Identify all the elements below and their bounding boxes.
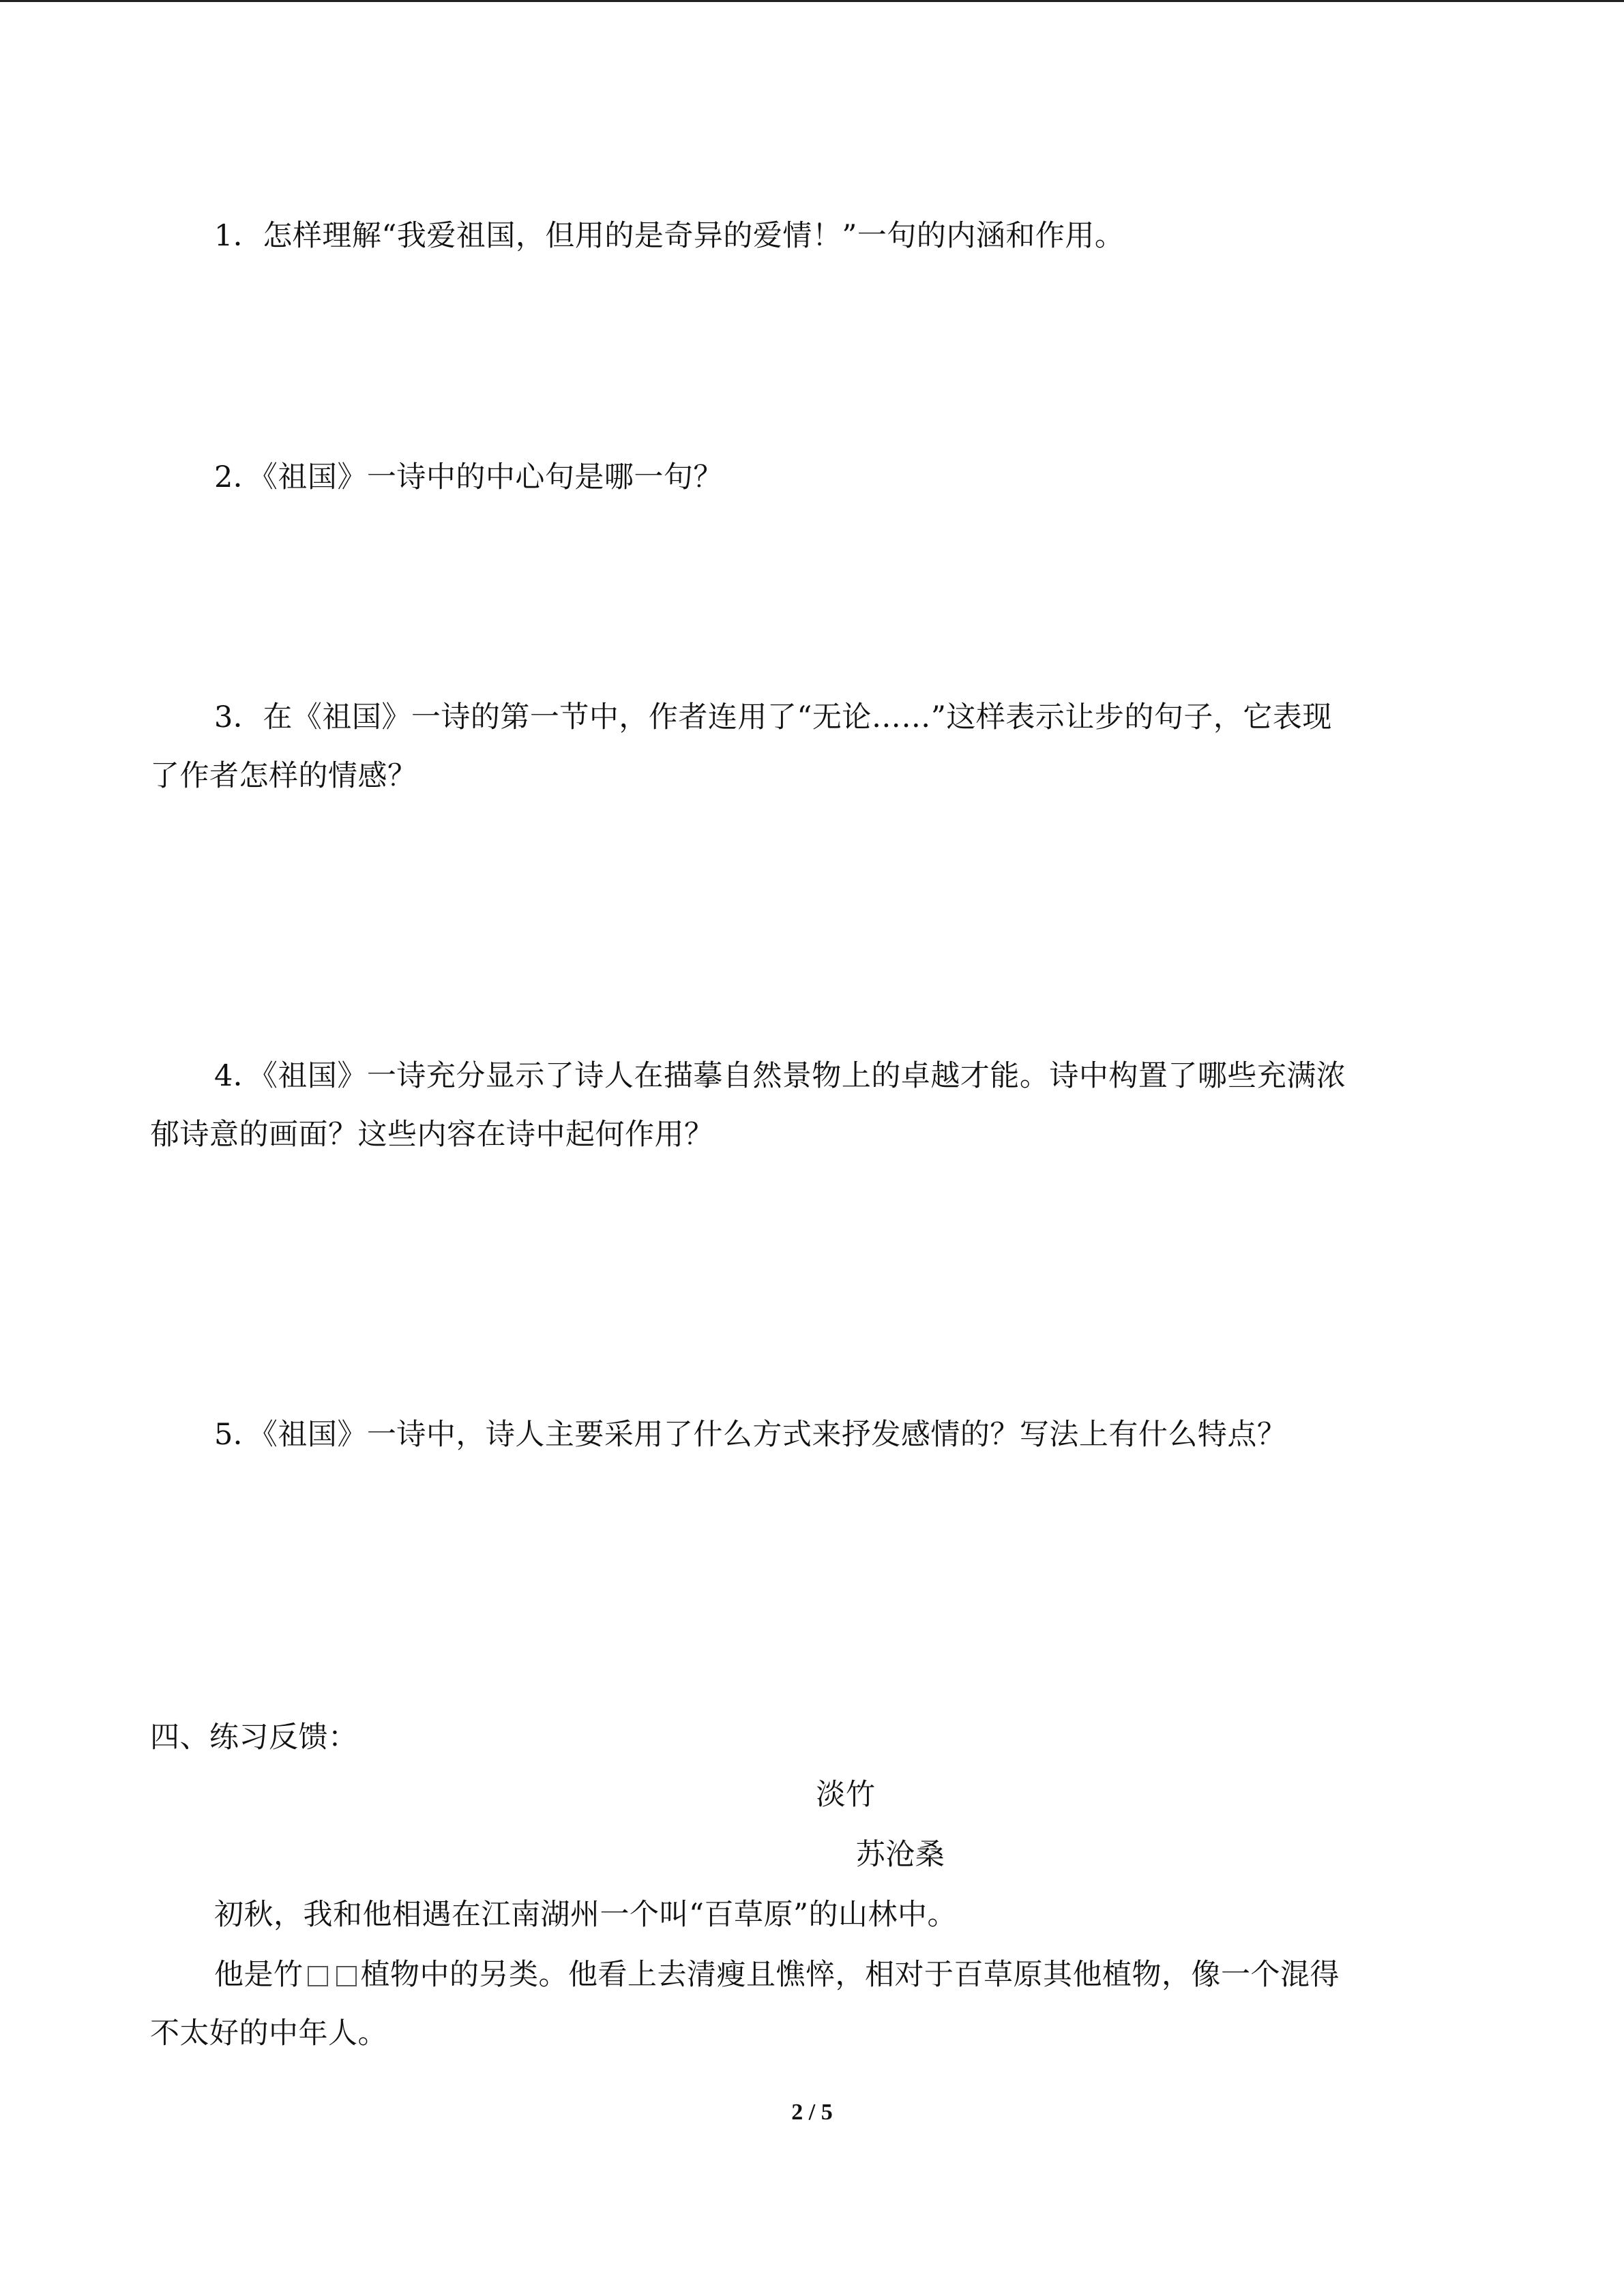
question-5: 5．《祖国》一诗中，诗人主要采用了什么方式来抒发感情的？写法上有什么特点？ xyxy=(214,1418,1287,1452)
question-4-line-1: 4．《祖国》一诗充分显示了诗人在描摹自然景物上的卓越才能。诗中构置了哪些充满浓 xyxy=(214,1059,1346,1093)
passage-paragraph-2-line-2: 不太好的中年人。 xyxy=(150,2016,387,2051)
question-3-line-1: 3．在《祖国》一诗的第一节中，作者连用了“无论……”这样表示让步的句子，它表现 xyxy=(214,700,1332,734)
paragraph-2-text-start: 他是竹 xyxy=(214,1958,304,1992)
paragraph-2-text-end: 植物中的另类。他看上去清瘦且憔悴，相对于百草原其他植物，像一个混得 xyxy=(360,1958,1340,1992)
question-4-line-2: 郁诗意的画面？这些内容在诗中起何作用？ xyxy=(150,1118,714,1152)
question-2: 2．《祖国》一诗中的中心句是哪一句？ xyxy=(214,460,723,494)
section-heading: 四、练习反馈： xyxy=(150,1720,358,1755)
question-3-line-2: 了作者怎样的情感？ xyxy=(150,759,417,793)
passage-paragraph-2-line-1 xyxy=(150,1956,1531,1994)
passage-author: 苏沧桑 xyxy=(855,1838,945,1872)
missing-glyph-box xyxy=(336,1966,357,1986)
missing-glyph-box xyxy=(308,1966,328,1986)
passage-paragraph-1: 初秋，我和他相遇在江南湖州一个叫“百草原”的山林中。 xyxy=(214,1898,957,1932)
passage-title: 淡竹 xyxy=(816,1778,876,1812)
document-page xyxy=(150,0,1466,2296)
page-number: 2 / 5 xyxy=(791,2100,833,2125)
question-1: 1．怎样理解“我爱祖国，但用的是奇异的爱情！”一句的内涵和作用。 xyxy=(214,219,1125,253)
